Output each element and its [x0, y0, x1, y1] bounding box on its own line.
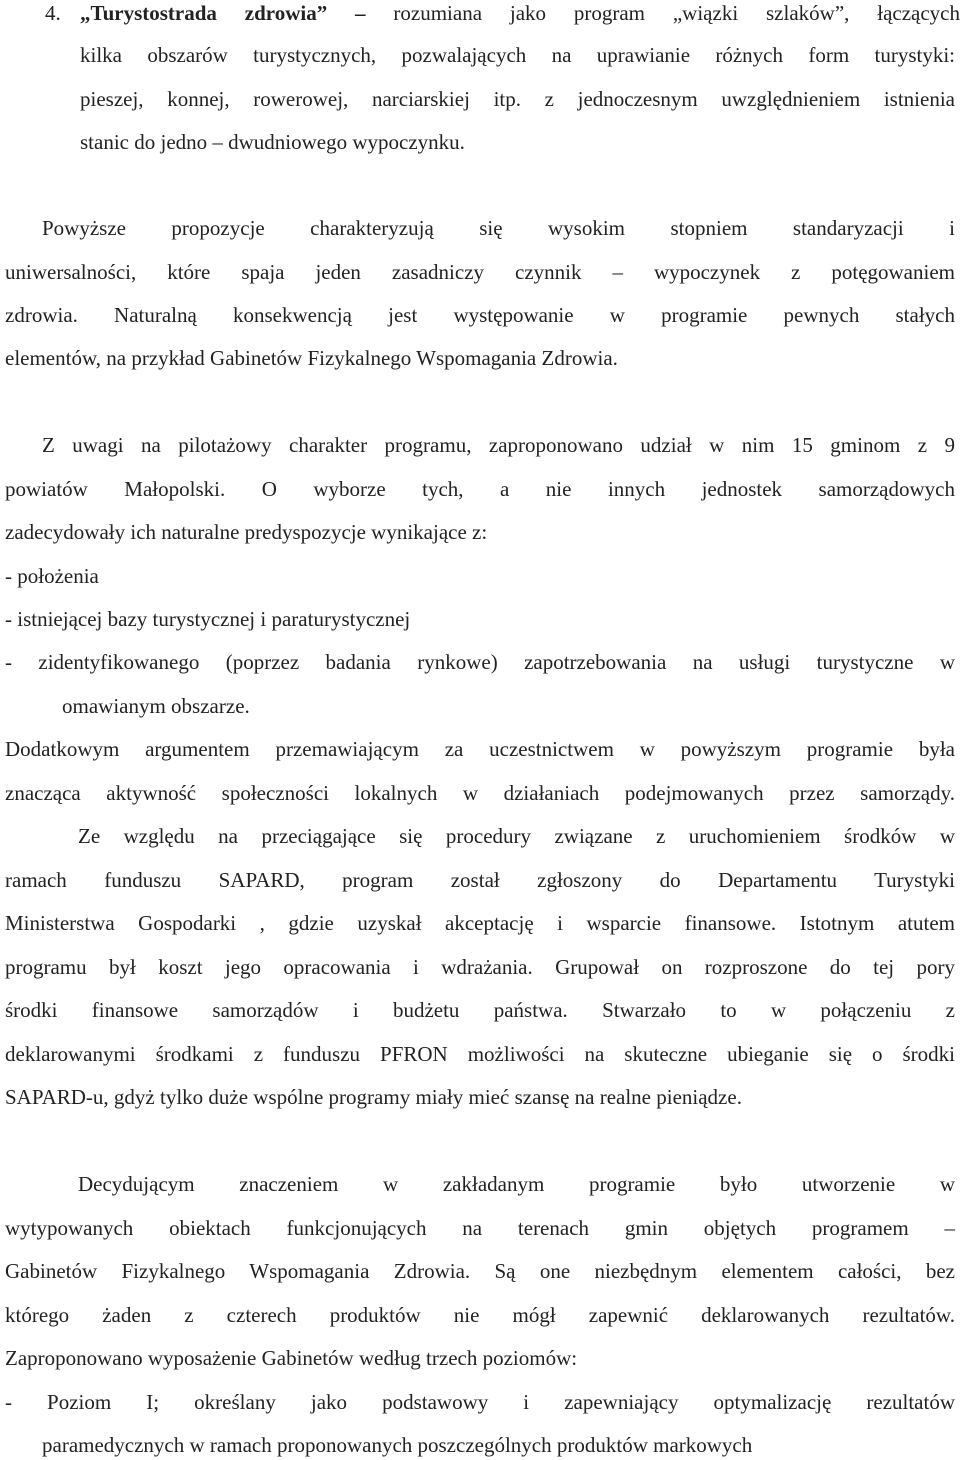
para4-line-1: Ze względu na przeciągające się procedury związane z uruchomieniem środków w: [78, 824, 955, 848]
item4-line-2: kilka obszarów turystycznych, pozwalających na uprawianie różnych form turystyki:: [80, 43, 955, 67]
para2-line-1: Z uwagi na pilotażowy charakter programu, zaproponowano udział w nim 15 gminom z 9: [42, 433, 955, 457]
item-number: 4.: [45, 1, 61, 25]
para4-line-2: ramach funduszu SAPARD, program został zgłoszony do Departamentu Turystyki: [5, 868, 955, 892]
item4-line1-rest: rozumiana jako program „wiązki szlaków”, łączących: [393, 1, 960, 25]
para2-list-item-3-cont: omawianym obszarze.: [62, 694, 250, 718]
para2-line-2: powiatów Małopolski. O wyborze tych, a nie innych jednostek samorządowych: [5, 477, 955, 501]
item4-line-4: stanic do jedno – dwudniowego wypoczynku.: [80, 130, 465, 154]
para1-line-1: Powyższe propozycje charakteryzują się wysokim stopniem standaryzacji i: [42, 216, 955, 240]
para4-line-4: programu był koszt jego opracowania i wdrażania. Grupował on rozproszone do tej pory: [5, 955, 955, 979]
para3-line-2: znacząca aktywność społeczności lokalnych w działaniach podejmowanych przez samorządy.: [5, 781, 955, 805]
para4-line-7: SAPARD-u, gdyż tylko duże wspólne programy miały mieć szansę na realne pieniądze.: [5, 1085, 742, 1109]
para5-line-5: Zaproponowano wyposażenie Gabinetów według trzech poziomów:: [5, 1346, 578, 1370]
para2-line-3: zadecydowały ich naturalne predyspozycje wynikające z:: [5, 520, 488, 544]
item4-line-1: [80, 0, 960, 26]
para4-line-5: środki finansowe samorządów i budżetu państwa. Stwarzało to w połączeniu z: [5, 998, 955, 1022]
item4-title: „Turystostrada zdrowia”: [80, 1, 328, 25]
para2-list-item-1: - położenia: [5, 564, 99, 588]
para4-line-6: deklarowanymi środkami z funduszu PFRON możliwości na skuteczne ubieganie się o środki: [5, 1042, 955, 1066]
item4-dash: –: [327, 1, 394, 25]
para1-line-3: zdrowia. Naturalną konsekwencją jest występowanie w programie pewnych stałych: [5, 303, 955, 327]
para1-line-4: elementów, na przykład Gabinetów Fizykalnego Wspomagania Zdrowia.: [5, 346, 618, 370]
item4-line-3: pieszej, konnej, rowerowej, narciarskiej itp. z jednoczesnym uwzględnieniem istnienia: [80, 87, 955, 111]
para1-line-2: uniwersalności, które spaja jeden zasadniczy czynnik – wypoczynek z potęgowaniem: [5, 260, 955, 284]
para5-line-2: wytypowanych obiektach funkcjonujących na terenach gmin objętych programem –: [5, 1216, 955, 1240]
para3-line-1: Dodatkowym argumentem przemawiającym za uczestnictwem w powyższym programie była: [5, 737, 955, 761]
para4-line-3: Ministerstwa Gospodarki , gdzie uzyskał akceptację i wsparcie finansowe. Istotnym atutem: [5, 911, 955, 935]
para5-line-3: Gabinetów Fizykalnego Wspomagania Zdrowia. Są one niezbędnym elementem całości, bez: [5, 1259, 955, 1283]
para5-list-item-1: - Poziom I; określany jako podstawowy i zapewniający optymalizację rezultatów: [5, 1390, 955, 1414]
para5-list-item-1-cont: paramedycznych w ramach proponowanych poszczególnych produktów markowych: [42, 1433, 753, 1457]
para2-list-item-3: - zidentyfikowanego (poprzez badania rynkowe) zapotrzebowania na usługi turystyczne w: [5, 650, 955, 674]
para2-list-item-2: - istniejącej bazy turystycznej i paraturystycznej: [5, 607, 411, 631]
para5-line-4: którego żaden z czterech produktów nie mógł zapewnić deklarowanych rezultatów.: [5, 1303, 955, 1327]
para5-line-1: Decydującym znaczeniem w zakładanym programie było utworzenie w: [78, 1172, 955, 1196]
